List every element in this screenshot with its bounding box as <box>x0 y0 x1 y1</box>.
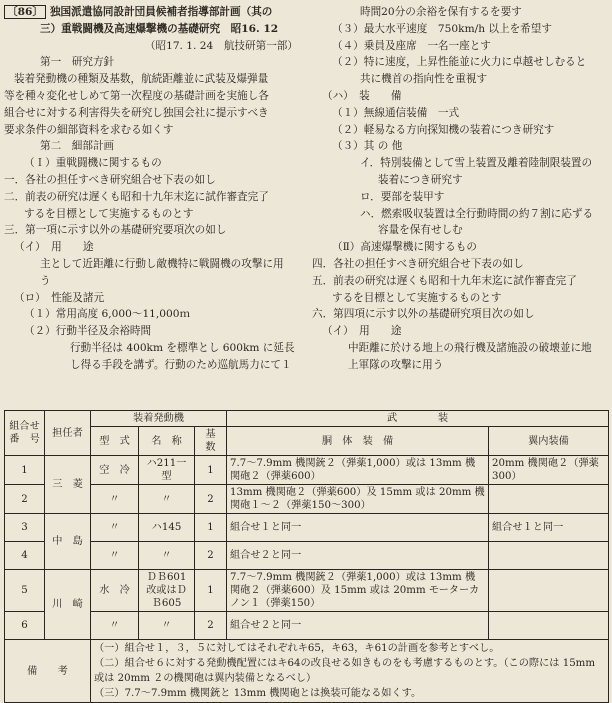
line-text: イ．特別装備として雪上装置及離着陸制限装置の <box>360 157 593 170</box>
text-line <box>312 172 608 189</box>
text-line <box>4 88 300 105</box>
text-line <box>312 239 608 256</box>
line-text: 五．前表の研究は遅くも昭和十九年末迄に試作審査完了 <box>312 274 577 287</box>
engine-count: 2 <box>195 485 227 514</box>
line-text: 一．各社の担任すべき研究組合せ下表の如し <box>4 173 216 186</box>
line-text: （２）特に速度，上昇性能並に火力に卓越せしむると <box>332 56 587 69</box>
combo-number: 3 <box>5 514 45 542</box>
line-text: （昭17. 1. 24 航技研第一部） <box>144 39 298 52</box>
line-text: 要求条件の細部資料を求むる如くす <box>4 123 174 136</box>
text-line <box>4 306 300 323</box>
line-text: するを目標として実施するものとす <box>24 207 194 220</box>
header-engine: 装着発動機 <box>91 411 227 427</box>
wing-arms <box>489 612 609 640</box>
line-text: ロ．要部を装甲す <box>360 190 445 203</box>
line-text: 中距離に於ける地上の飛行機及諸施設の破壊並に地 <box>348 341 592 354</box>
text-line <box>4 256 300 273</box>
note-mark: （三） <box>94 688 125 699</box>
line-text: （ロ） 性能及諸元 <box>14 291 105 304</box>
text-line <box>4 189 300 206</box>
line-text: （Ｉ）重戦闘機に関するもの <box>24 157 162 170</box>
combo-number: 5 <box>5 570 45 612</box>
fuselage-arms: 13mm 機関砲２（弾薬600）及 15mm 或は 20mm 機関砲１～２（弾薬150～300） <box>227 485 489 514</box>
wing-arms: 20mm 機関砲２（弾薬300） <box>489 456 609 485</box>
fuselage-arms: 組合せ２と同一 <box>227 612 489 640</box>
engine-count: 1 <box>195 570 227 612</box>
text-line <box>4 54 300 71</box>
header-engine-type: 型 式 <box>91 427 139 456</box>
line-text: 組合せに対する利害得失を研究し独国会社に提示すべき <box>4 106 269 119</box>
text-line <box>4 155 300 172</box>
line-text: （２）軽易なる方向探知機の装着につき研究す <box>332 123 555 136</box>
line-text: するを目標として実施するものとす <box>332 291 502 304</box>
line-text: 四．各社の担任すべき研究組合せ下表の如し <box>312 257 524 270</box>
engine-type: 空 冷 <box>91 456 139 485</box>
combo-number: 2 <box>5 485 45 514</box>
text-line <box>312 138 608 155</box>
line-text: （Ⅱ）高速爆撃機に関するもの <box>332 241 477 254</box>
line-text: 上軍隊の攻撃に用う <box>348 358 444 371</box>
engine-count: 2 <box>195 612 227 640</box>
table-row <box>5 542 609 570</box>
header-engine-count: 基 数 <box>195 427 227 456</box>
line-text: 三）重戦闘機及高速爆撃機の基礎研究 昭16. 12 <box>40 22 279 35</box>
line-text: 第二 細部計画 <box>40 140 115 153</box>
line-text: 六．第四項に示す以外の基礎研究項目次の如し <box>312 308 535 321</box>
header-fuselage-arms: 胴 体 装 備 <box>227 427 489 456</box>
line-text: 等を種々変化せしめて第一次程度の基礎計画を実施し各 <box>4 89 269 102</box>
line-text: （イ） 用 途 <box>14 241 94 254</box>
notes-label: 備 考 <box>5 640 91 703</box>
text-line <box>312 21 608 38</box>
text-line <box>4 290 300 307</box>
header-armament: 武 装 <box>227 411 609 427</box>
engine-name: ハ211一型 <box>139 456 195 485</box>
engine-count: 1 <box>195 514 227 542</box>
line-text: ハ．燃索吸収装置は全行動時間の約７割に応ずる <box>360 207 594 220</box>
engine-type: 〃 <box>91 485 139 514</box>
notes-row <box>5 640 609 703</box>
header-wing-arms: 翼内装備 <box>489 427 609 456</box>
engine-name: 〃 <box>139 612 195 640</box>
header-company: 担任者 <box>45 411 91 456</box>
note-mark: （二） <box>94 658 125 669</box>
right-text-column <box>312 4 608 374</box>
company-cell: 川 崎 <box>45 570 91 640</box>
text-line <box>4 357 300 374</box>
note-item <box>94 656 605 686</box>
engine-type: 水 冷 <box>91 570 139 612</box>
wing-arms: 組合せ１と同一 <box>489 514 609 542</box>
note-mark: （一） <box>94 643 125 654</box>
text-line <box>4 340 300 357</box>
text-line <box>312 105 608 122</box>
text-line <box>312 155 608 172</box>
text-line <box>312 256 608 273</box>
text-line <box>312 4 608 21</box>
table-row <box>5 485 609 514</box>
line-text: （４）乗員及座席 一名一座とす <box>332 39 491 52</box>
engine-count: 1 <box>195 456 227 485</box>
line-text: 共に機首の指向性を重視す <box>360 73 488 86</box>
fuselage-arms: 7.7～7.9mm 機関銃２（弾薬1,000）或は 13mm 機関砲２（弾薬600）及 15mm 或は 20mm モーターカノン１（弾薬150） <box>227 570 489 612</box>
text-line <box>312 189 608 206</box>
text-line <box>312 273 608 290</box>
text-line <box>4 172 300 189</box>
fuselage-arms: 組合せ２と同一 <box>227 542 489 570</box>
header-engine-name: 名 称 <box>139 427 195 456</box>
text-line <box>312 54 608 71</box>
engine-name: 〃 <box>139 485 195 514</box>
text-line <box>4 38 300 55</box>
table-row <box>5 514 609 542</box>
note-text: 7.7～7.9mm 機関銃と 13mm 機関砲とは換装可能なる如くす。 <box>124 688 422 699</box>
text-line <box>312 290 608 307</box>
text-line <box>4 21 300 38</box>
text-line <box>312 71 608 88</box>
engine-type: 〃 <box>91 542 139 570</box>
text-line <box>4 323 300 340</box>
fuselage-arms: 7.7～7.9mm 機関銃２（弾薬1,000）或は 13mm 機関砲２（弾薬600） <box>227 456 489 485</box>
line-text: （イ） 用 途 <box>322 325 402 338</box>
text-line <box>312 88 608 105</box>
combo-number: 1 <box>5 456 45 485</box>
note-item <box>94 641 605 656</box>
engine-name: ＤＢ601改或はＤＢ605 <box>139 570 195 612</box>
line-text: 装着につき研究す <box>378 173 463 186</box>
wing-arms <box>489 570 609 612</box>
text-line <box>4 222 300 239</box>
text-line <box>4 206 300 223</box>
line-text: （３）最大水平速度 750km/h 以上を希望す <box>332 22 552 35</box>
line-text: う <box>40 274 51 287</box>
engine-name: 〃 <box>139 542 195 570</box>
text-line <box>4 122 300 139</box>
combo-number: 4 <box>5 542 45 570</box>
engine-name: ハ145 <box>139 514 195 542</box>
line-text: （１）常用高度 6,000～11,000ｍ <box>24 308 191 321</box>
engine-type: 〃 <box>91 612 139 640</box>
table-row <box>5 570 609 612</box>
left-text-column <box>4 4 300 374</box>
table-row <box>5 612 609 640</box>
fuselage-arms: 組合せ１と同一 <box>227 514 489 542</box>
line-text: 装着発動機の種類及基数，航続距離並に武装及爆弾量 <box>14 73 269 86</box>
company-cell: 三 菱 <box>45 456 91 514</box>
text-line <box>312 357 608 374</box>
text-line <box>312 340 608 357</box>
line-text: 主として近距離に行動し敵機特に戦闘機の攻撃に用 <box>40 257 284 270</box>
line-text: （３）其 の 他 <box>332 140 403 153</box>
text-line <box>312 323 608 340</box>
text-line <box>312 122 608 139</box>
note-item <box>94 686 605 701</box>
text-line <box>4 4 300 21</box>
engine-count: 2 <box>195 542 227 570</box>
wing-arms <box>489 542 609 570</box>
line-text: （２）行動半径及余裕時間 <box>24 325 152 338</box>
text-line <box>312 38 608 55</box>
table-row <box>5 456 609 485</box>
wing-arms <box>489 485 609 514</box>
engine-type: 〃 <box>91 514 139 542</box>
company-cell: 中 島 <box>45 514 91 570</box>
text-line <box>312 222 608 239</box>
line-text: （１）無線通信装備 一式 <box>332 106 460 119</box>
line-text: 行動半径は 400km を標準とし 600km に延長 <box>70 341 295 354</box>
line-text: し得る手段を講ず。行動のため巡航馬力にて１ <box>70 358 292 371</box>
header-combo-number: 組合せ番 号 <box>5 411 45 456</box>
section-number: 〔86〕 <box>4 5 46 19</box>
note-text: 組合せ１，３，５に対してはそれぞれキ65，キ63，キ61の計画を参考とすべし。 <box>124 643 500 654</box>
line-text: 二．前表の研究は遅くも昭和十九年末迄に試作審査完了 <box>4 190 269 203</box>
note-text: 組合せ６に対する発動機配置にはキ64の改良せる如きものをも考慮するものとす。（この際には 15mm 或は 20mm ２の機関砲は翼内装備となるべし） <box>94 658 596 684</box>
text-line <box>4 138 300 155</box>
text-line <box>312 306 608 323</box>
line-text: 容量を保有せしむ <box>378 224 463 237</box>
line-text: 時間20分の余裕を保有するを要す <box>360 6 522 18</box>
text-line <box>4 273 300 290</box>
line-text: 三．第一項に示す以外の基礎研究要項次の如し <box>4 224 227 237</box>
text-line <box>312 206 608 223</box>
line-text: 独国派遣協同設計団員候補者指導部計画（其の <box>49 6 273 18</box>
text-line <box>4 71 300 88</box>
combo-number: 6 <box>5 612 45 640</box>
text-line <box>4 105 300 122</box>
notes-cell <box>91 640 609 703</box>
combination-table <box>4 410 608 703</box>
line-text: （ハ） 装 備 <box>322 89 402 102</box>
text-line <box>4 239 300 256</box>
line-text: 第一 研究方針 <box>40 56 115 69</box>
